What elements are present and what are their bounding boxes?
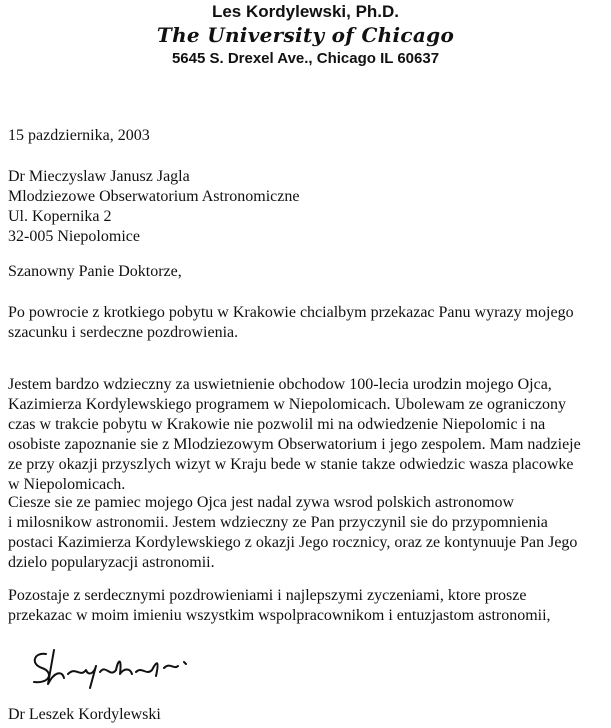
paragraph-line: Kazimierza Kordylewskiego programem w Niepolomicach. Ubolewam ze ograniczony [8,396,567,413]
paragraph-line: Jestem bardzo wdzieczny za uswietnienie obchodow 100-lecia urodzin mojego Ojca, [8,376,552,393]
paragraph-3 [8,493,604,573]
signer-line: Dr Leszek Kordylewski [8,706,161,723]
paragraph-line: w Niepolomicach. [8,476,126,493]
recipient-line: Ul. Kopernika 2 [8,208,112,225]
recipient-address [8,167,604,247]
paragraph-line: szacunku i serdeczne pozdrowienia. [8,324,239,341]
letter-date [8,126,604,146]
letterhead-name: Les Kordylewski, Ph.D. [211,2,400,21]
paragraph-line: dzielo popularyzacji astronomii. [8,554,215,571]
salutation [8,262,604,282]
paragraph-line: ze przy okazji przyszlych wizyt w Kraju bede w stanie takze odwiedzic wasza placowke [8,456,574,473]
paragraph-1 [8,303,604,343]
paragraph-line: Pozostaje z serdecznymi pozdrowieniami i najlepszymi zyczeniami, ktore prosze [8,587,527,604]
paragraph-line: postaci Kazimierza Kordylewskiego z okazji Jego rocznicy, oraz ze kontynuuje Pan Jego [8,534,578,551]
handwritten-signature [24,644,204,694]
letterhead-university: The University of Chicago [156,23,455,47]
paragraph-line: czas w trakcie pobytu w Krakowie nie pozwolil mi na odwiedzenie Niepolomic i na [8,416,546,433]
paragraph-line: i milosnikow astronomii. Jestem wdzieczny ze Pan przyczynil sie do przypomnienia [8,514,548,531]
recipient-line: Mlodziezowe Obserwatorium Astronomiczne [8,188,300,205]
paragraph-4 [8,586,604,626]
paragraph-2 [8,375,604,495]
paragraph-line: osobiste zapoznanie sie z Mlodziezowym Obserwatorium i jego zespolem. Mam nadzieje [8,436,581,453]
paragraph-line: Ciesze sie ze pamiec mojego Ojca jest nadal zywa wsrod polskich astronomow [8,494,515,511]
signer-name [8,705,604,725]
paragraph-line: przekazac w moim imieniu wszystkim wspolpracownikom i entuzjastom astronomii, [8,607,551,624]
letterhead-address: 5645 S. Drexel Ave., Chicago IL 60637 [171,50,440,67]
salutation-line: Szanowny Panie Doktorze, [8,263,182,280]
recipient-line: Dr Mieczyslaw Janusz Jagla [8,168,190,185]
paragraph-line: Po powrocie z krotkiego pobytu w Krakowie chcialbym przekazac Panu wyrazy mojego [8,304,574,321]
recipient-line: 32-005 Niepolomice [8,228,140,245]
date-line: 15 pazdziernika, 2003 [8,127,150,144]
